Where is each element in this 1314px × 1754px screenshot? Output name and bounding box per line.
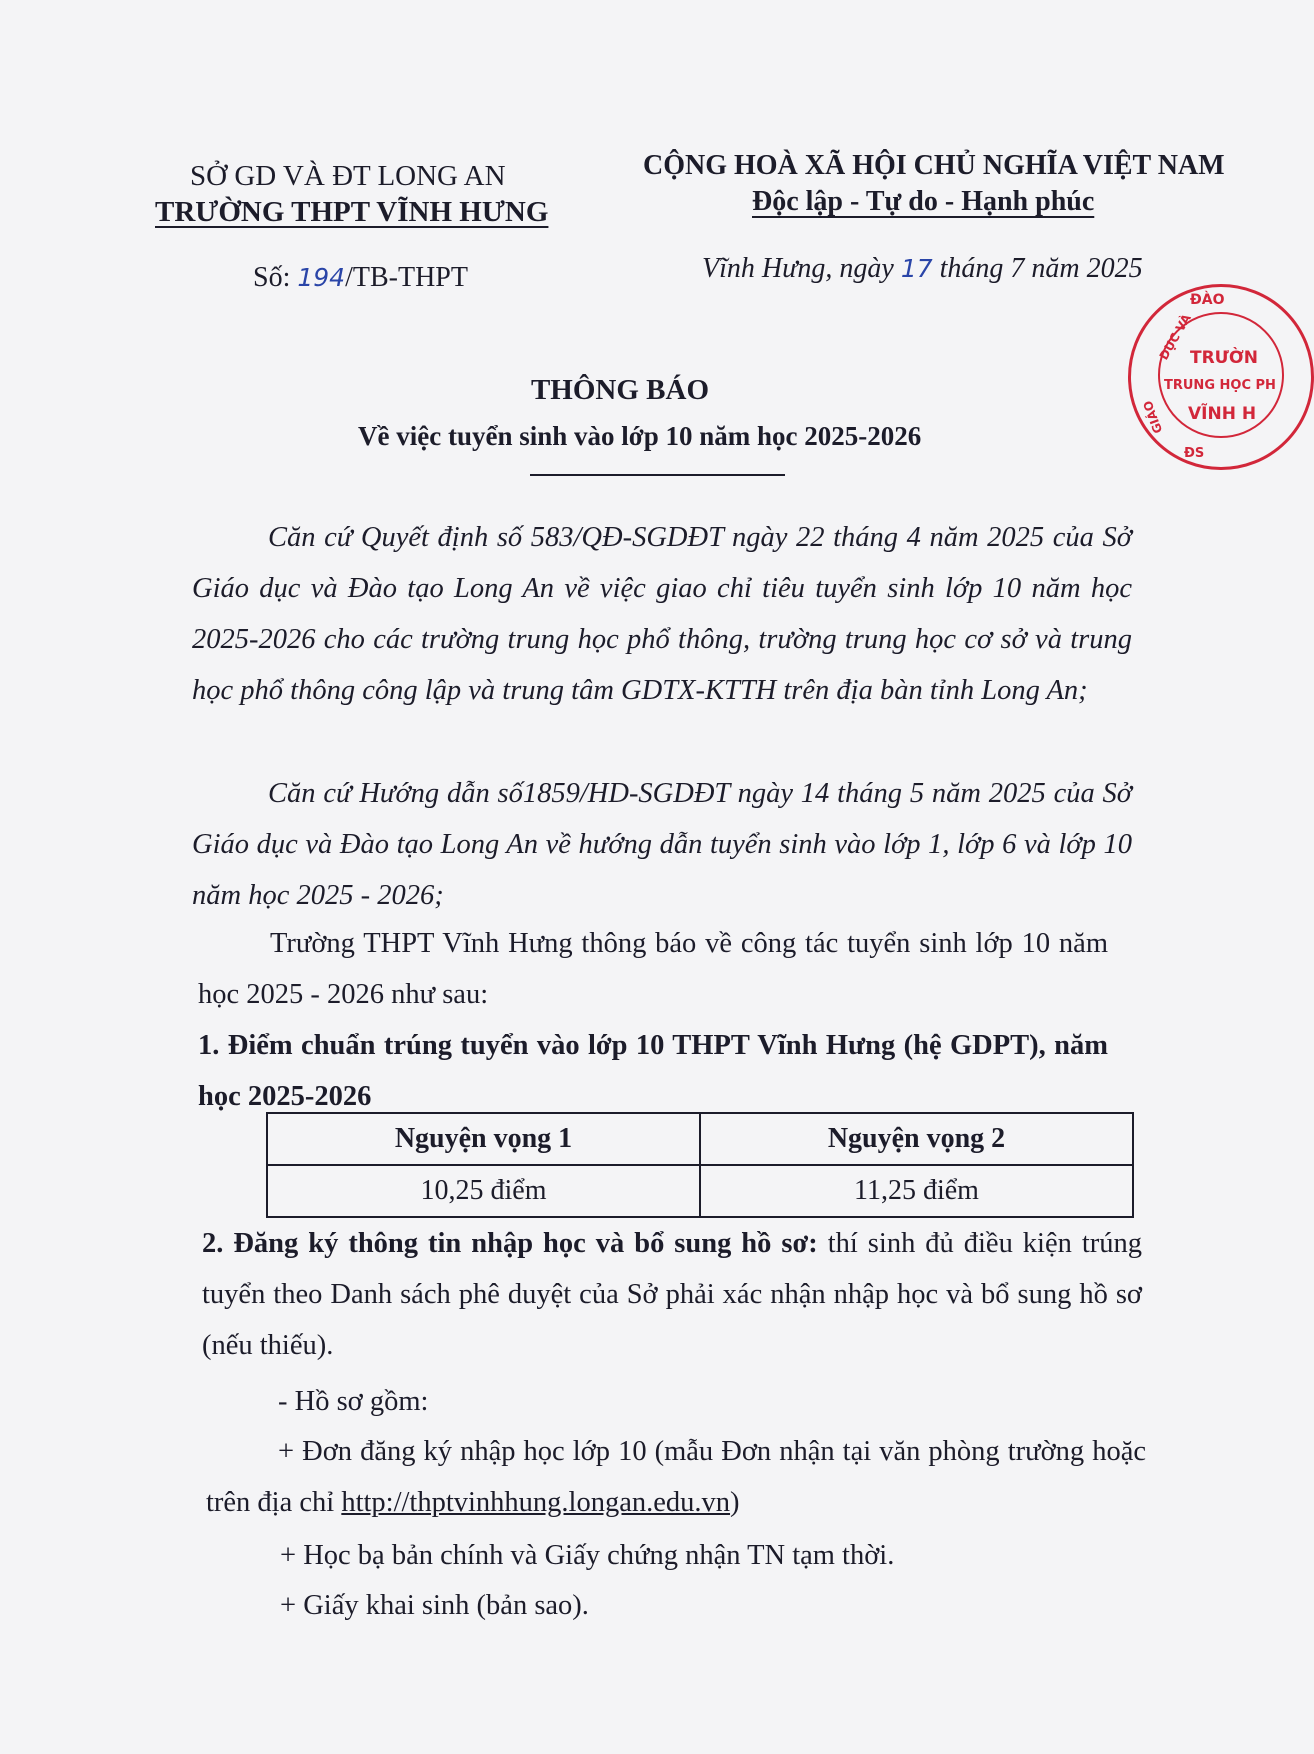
- list-item-text: + Đơn đăng ký nhập học lớp 10 (mẫu Đơn nhận tại văn phòng trường hoặc trên địa chỉ: [206, 1436, 1146, 1518]
- agency-name: SỞ GD VÀ ĐT LONG AN: [190, 160, 506, 192]
- table-cell: 11,25 điểm: [700, 1165, 1133, 1217]
- list-item: [206, 1426, 1146, 1528]
- stamp-line-2: TRUNG HỌC PH: [1164, 378, 1276, 393]
- document-title: THÔNG BÁO: [530, 374, 710, 406]
- document-number-suffix: /TB-THPT: [345, 262, 468, 293]
- stamp-ring-top: ĐÀO: [1190, 292, 1225, 308]
- stamp-line-3: VĨNH H: [1188, 404, 1257, 424]
- document-subtitle: Về việc tuyển sinh vào lớp 10 năm học 2025-2026: [358, 421, 922, 451]
- list-item-end: ): [730, 1487, 740, 1518]
- list-item: + Học bạ bản chính và Giấy chứng nhận TN tạm thời.: [280, 1540, 895, 1571]
- stamp-ring-bottom: ĐS: [1184, 446, 1205, 461]
- nation-title: CỘNG HOÀ XÃ HỘI CHỦ NGHĨA VIỆT NAM: [643, 150, 1225, 181]
- national-motto: Độc lập - Tự do - Hạnh phúc: [752, 186, 1095, 217]
- legal-basis-guidance: Căn cứ Hướng dẫn số1859/HD-SGDĐT ngày 14 tháng 5 năm 2025 của Sở Giáo dục và Đào tạo Long An về hướng dẫn tuyển sinh vào lớp 1, lớp 6 và lớp 10 năm học 2025 - 2026;: [192, 778, 1132, 911]
- issue-date-suffix: tháng 7 năm 2025: [932, 253, 1143, 284]
- school-website-link[interactable]: http://thptvinhhung.longan.edu.vn: [341, 1487, 731, 1518]
- section-2-text: thí sinh đủ điều kiện trúng tuyển theo Danh sách phê duyệt của Sở phải xác nhận nhập học và bổ sung hồ sơ (nếu thiếu).: [202, 1228, 1143, 1361]
- issue-date-day-handwritten: 17: [900, 254, 933, 283]
- list-item: + Giấy khai sinh (bản sao).: [280, 1590, 589, 1621]
- announcement-intro: Trường THPT Vĩnh Hưng thông báo về công tác tuyển sinh lớp 10 năm học 2025 - 2026 như sau:: [198, 928, 1108, 1010]
- stamp-ring-left2: GIÁO: [1140, 398, 1166, 436]
- table-cell: 10,25 điểm: [267, 1165, 700, 1217]
- subtitle-underline: [530, 474, 785, 476]
- issue-date-prefix: Vĩnh Hưng, ngày: [702, 253, 901, 284]
- section-1-heading: 1. Điểm chuẩn trúng tuyển vào lớp 10 THPT Vĩnh Hưng (hệ GDPT), năm học 2025-2026: [198, 1030, 1108, 1112]
- admission-score-table: [266, 1112, 1134, 1218]
- stamp-line-1: TRƯỜN: [1190, 348, 1258, 368]
- document-number-handwritten: 194: [297, 263, 346, 292]
- school-name-text: TRƯỜNG THPT VĨNH HƯNG: [155, 196, 549, 228]
- section-2-heading: 2. Đăng ký thông tin nhập học và bổ sung hồ sơ:: [202, 1228, 818, 1259]
- issue-date: [702, 253, 1143, 285]
- stamp-ring-left: DỤC VÀ: [1156, 311, 1194, 363]
- documents-label: - Hồ sơ gồm:: [278, 1386, 429, 1417]
- table-header-row: [267, 1113, 1133, 1165]
- legal-basis-decision: Căn cứ Quyết định số 583/QĐ-SGDĐT ngày 22 tháng 4 năm 2025 của Sở Giáo dục và Đào tạo Long An về việc giao chỉ tiêu tuyển sinh lớp 10 năm học 2025-2026 cho các trường trung học phổ thông, trường trung học cơ sở và trung học phổ thông công lập và trung tâm GDTX-KTTH trên địa bàn tỉnh Long An;: [192, 522, 1132, 706]
- section-2: [202, 1218, 1142, 1371]
- document-number-prefix: Số:: [253, 262, 298, 293]
- table-header-cell: Nguyện vọng 1: [267, 1113, 700, 1165]
- document-number: [253, 262, 468, 294]
- school-name: [155, 196, 548, 229]
- table-row: [267, 1165, 1133, 1217]
- table-header-cell: Nguyện vọng 2: [700, 1113, 1133, 1165]
